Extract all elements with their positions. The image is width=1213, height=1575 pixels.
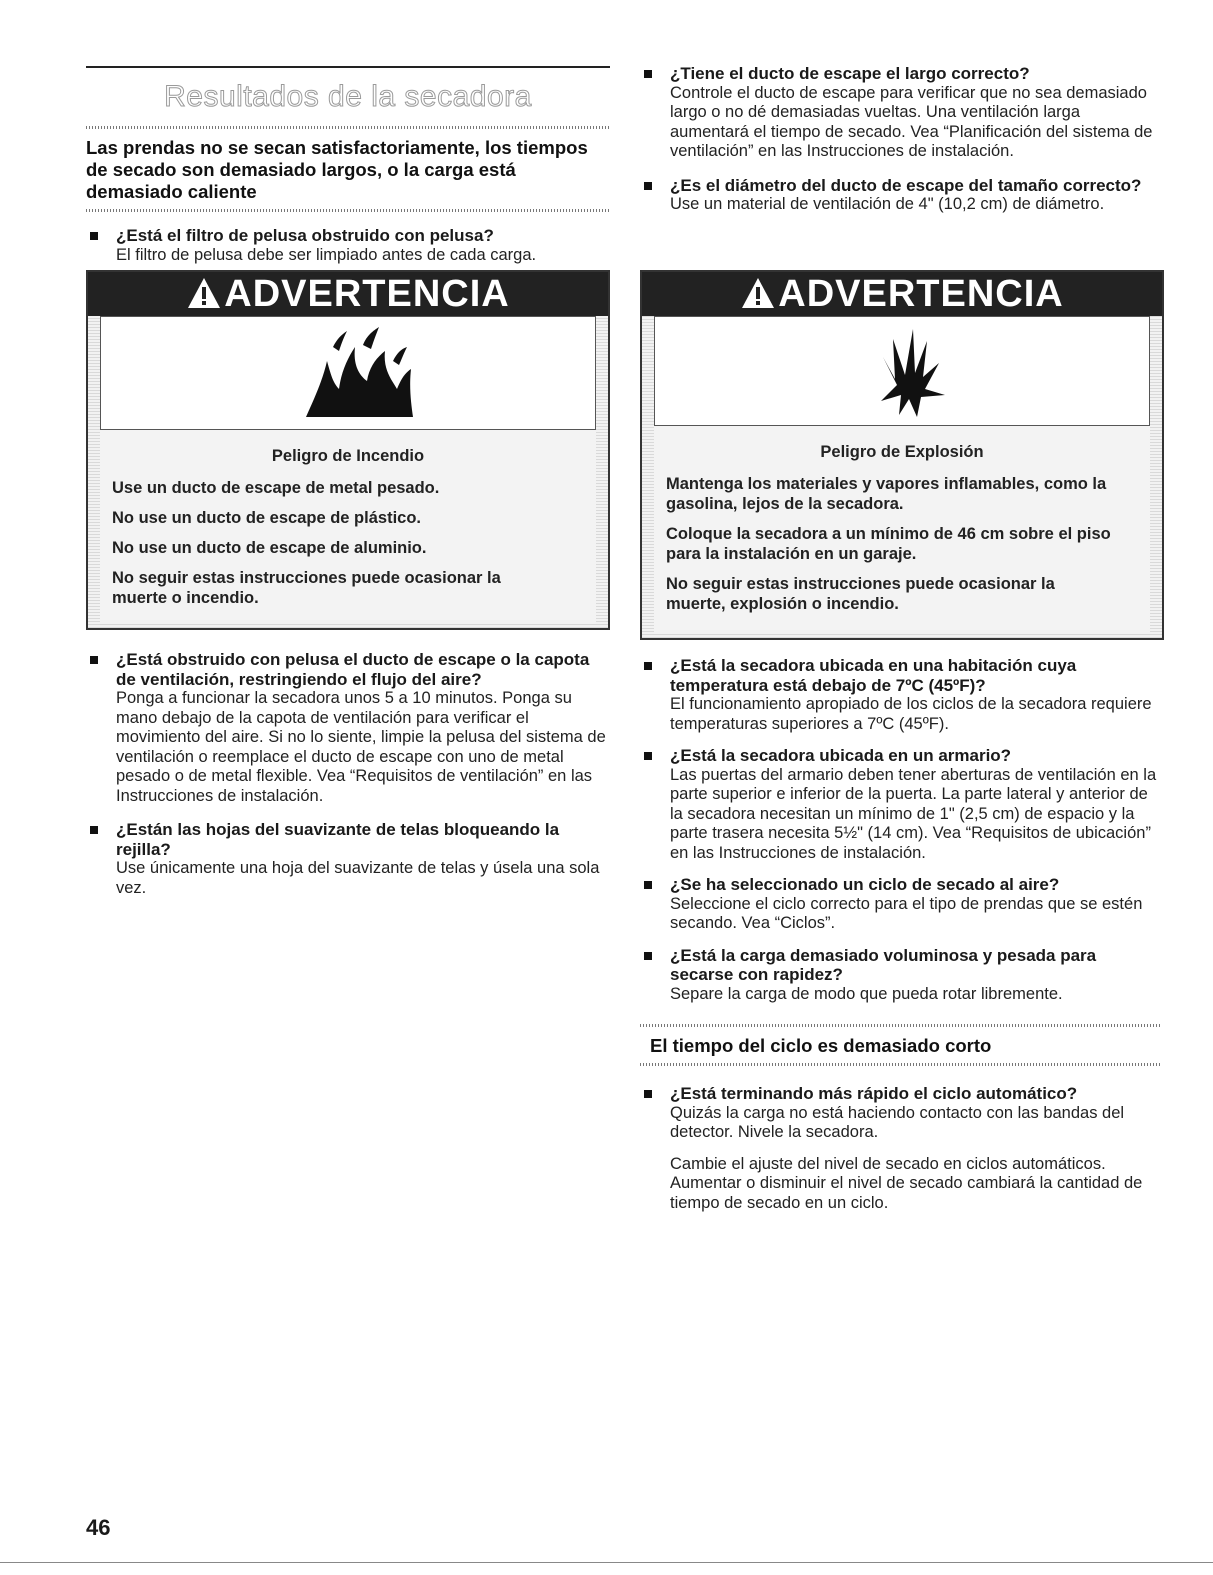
warning-title: Peligro de Explosión xyxy=(820,443,984,461)
warning-header-label: ADVERTENCIA xyxy=(224,273,510,315)
answer: Ponga a funcionar la secadora unos 5 a 10 minutos. Ponga su mano debajo de la capota de ventilación para verificar el movimiento del aire. Si no lo siente, limpie la pelusa del sistema de ventilación o reemplace el ducto de escape con uno de metal pesado o de metal flexible. Vea “Requisitos de ventilación” en las Instrucciones de instalación. xyxy=(116,689,606,805)
answer: El filtro de pelusa debe ser limpiado antes de cada carga. xyxy=(116,245,537,264)
answer: Use un material de ventilación de 4" (10,2 cm) de diámetro. xyxy=(670,195,1105,213)
paragraph: Cambie el ajuste del nivel de secado en ciclos automáticos. Aumentar o disminuir el nivel de secado cambiará la cantidad de tiempo de secado en un ciclo. xyxy=(670,1154,1143,1212)
right-column xyxy=(640,64,1162,215)
list-item xyxy=(640,176,1162,215)
subheading: Las prendas no se secan satisfactoriamente, los tiempos de secado son demasiado largos, o la carga está demasiado caliente xyxy=(86,137,588,202)
question: ¿Se ha seleccionado un ciclo de secado al aire? xyxy=(670,875,1060,894)
divider xyxy=(86,126,610,129)
left-column-lower xyxy=(86,650,610,898)
list-item xyxy=(86,820,610,898)
bullet-icon xyxy=(644,752,652,760)
answer: Las puertas del armario deben tener aberturas de ventilación en la parte superior e inferior de la puerta. La parte lateral y anterior de la secadora necesitan un mínimo de 1" (2,5 cm) de espacio y la parte trasera necesita 5½" (14 cm). Vea “Requisitos de ubicación” en las Instrucciones de instalación. xyxy=(670,765,1157,862)
warning-line: No seguir estas instrucciones puede ocasionar la muerte, explosión o incendio. xyxy=(666,575,1055,613)
bullet-icon xyxy=(644,1090,652,1098)
warning-title: Peligro de Incendio xyxy=(271,447,425,465)
question: ¿Está la secadora ubicada en una habitación cuya temperatura está debajo de 7ºC (45ºF)? xyxy=(670,656,1077,695)
list-item xyxy=(86,226,610,265)
explosion-icon xyxy=(655,317,1151,425)
bullet-icon xyxy=(644,70,652,78)
warning-line: Coloque la secadora a un mínimo de 46 cm sobre el piso para la instalación en un garaje. xyxy=(666,525,1111,563)
warning-line: No use un ducto de escape de plástico. xyxy=(112,509,421,527)
top-rule xyxy=(86,66,610,68)
bullet-icon xyxy=(644,952,652,960)
divider xyxy=(640,1063,1162,1066)
question: ¿Están las hojas del suavizante de telas bloqueando la rejilla? xyxy=(116,820,560,859)
answer: Use únicamente una hoja del suavizante de telas y úsela una sola vez. xyxy=(116,859,600,897)
list-item xyxy=(640,746,1162,863)
bullet-icon xyxy=(90,656,98,664)
question: ¿Está terminando más rápido el ciclo automático? xyxy=(670,1084,1078,1103)
bullet-icon xyxy=(90,232,98,240)
warning-box-explosion xyxy=(640,270,1164,640)
divider xyxy=(640,1024,1162,1027)
list-item xyxy=(640,64,1162,162)
question: ¿Tiene el ducto de escape el largo correcto? xyxy=(670,64,1030,83)
question: ¿Es el diámetro del ducto de escape del tamaño correcto? xyxy=(670,175,1142,195)
question: ¿Está obstruido con pelusa el ducto de escape o la capota de ventilación, restringiendo el flujo del aire? xyxy=(116,650,590,689)
warning-line: Mantenga los materiales y vapores inflamables, como la gasolina, lejos de la secadora. xyxy=(666,475,1107,513)
question: ¿Está la carga demasiado voluminosa y pesada para secarse con rapidez? xyxy=(670,945,1097,984)
warning-header xyxy=(88,272,608,316)
warning-text xyxy=(654,426,1150,634)
warning-line: No seguir estas instrucciones puede ocasionar la muerte o incendio. xyxy=(112,569,501,607)
divider xyxy=(86,209,610,212)
warning-header-label: ADVERTENCIA xyxy=(778,273,1064,315)
warning-icon-area xyxy=(100,316,596,430)
bullet-icon xyxy=(90,826,98,834)
bullet-icon xyxy=(644,881,652,889)
section-title: Resultados de la secadora xyxy=(164,80,532,113)
warning-text xyxy=(100,430,596,624)
warning-header xyxy=(642,272,1162,316)
warning-icon-area xyxy=(654,316,1150,426)
answer: El funcionamiento apropiado de los ciclos de la secadora requiere temperaturas superiores a 7ºC (45ºF). xyxy=(670,695,1152,733)
answer: Separe la carga de modo que pueda rotar libremente. xyxy=(670,984,1063,1003)
page-number: 46 xyxy=(86,1515,111,1540)
warning-line: No use un ducto de escape de aluminio. xyxy=(112,539,427,557)
answer: Quizás la carga no está haciendo contacto con las bandas del detector. Nivele la secadora. xyxy=(670,1103,1125,1141)
answer: Seleccione el ciclo correcto para el tipo de prendas que se estén secando. Vea “Ciclos”. xyxy=(670,894,1143,932)
subheading: El tiempo del ciclo es demasiado corto xyxy=(650,1035,992,1056)
warning-box-fire xyxy=(86,270,610,630)
bullet-icon xyxy=(644,182,652,190)
bullet-icon xyxy=(644,662,652,670)
answer: Controle el ducto de escape para verificar que no sea demasiado largo o no dé demasiadas vueltas. Una ventilación larga aumentará el tiempo de secado. Vea “Planificación del sistema de ventilación” en las Instrucciones de instalación. xyxy=(670,83,1153,160)
right-column-lower xyxy=(640,656,1162,1213)
warning-line: Use un ducto de escape de metal pesado. xyxy=(112,479,440,497)
list-item xyxy=(640,656,1162,734)
question: ¿Está la secadora ubicada en un armario? xyxy=(670,746,1012,765)
list-item xyxy=(640,1084,1162,1143)
list-item xyxy=(86,650,610,806)
fire-icon xyxy=(101,317,597,429)
warning-triangle-icon xyxy=(740,272,776,312)
list-item xyxy=(640,875,1162,934)
question: ¿Está el filtro de pelusa obstruido con pelusa? xyxy=(116,226,494,245)
warning-triangle-icon xyxy=(186,272,222,312)
bottom-rule xyxy=(0,1562,1213,1563)
left-column xyxy=(86,126,610,265)
list-item xyxy=(640,946,1162,1005)
